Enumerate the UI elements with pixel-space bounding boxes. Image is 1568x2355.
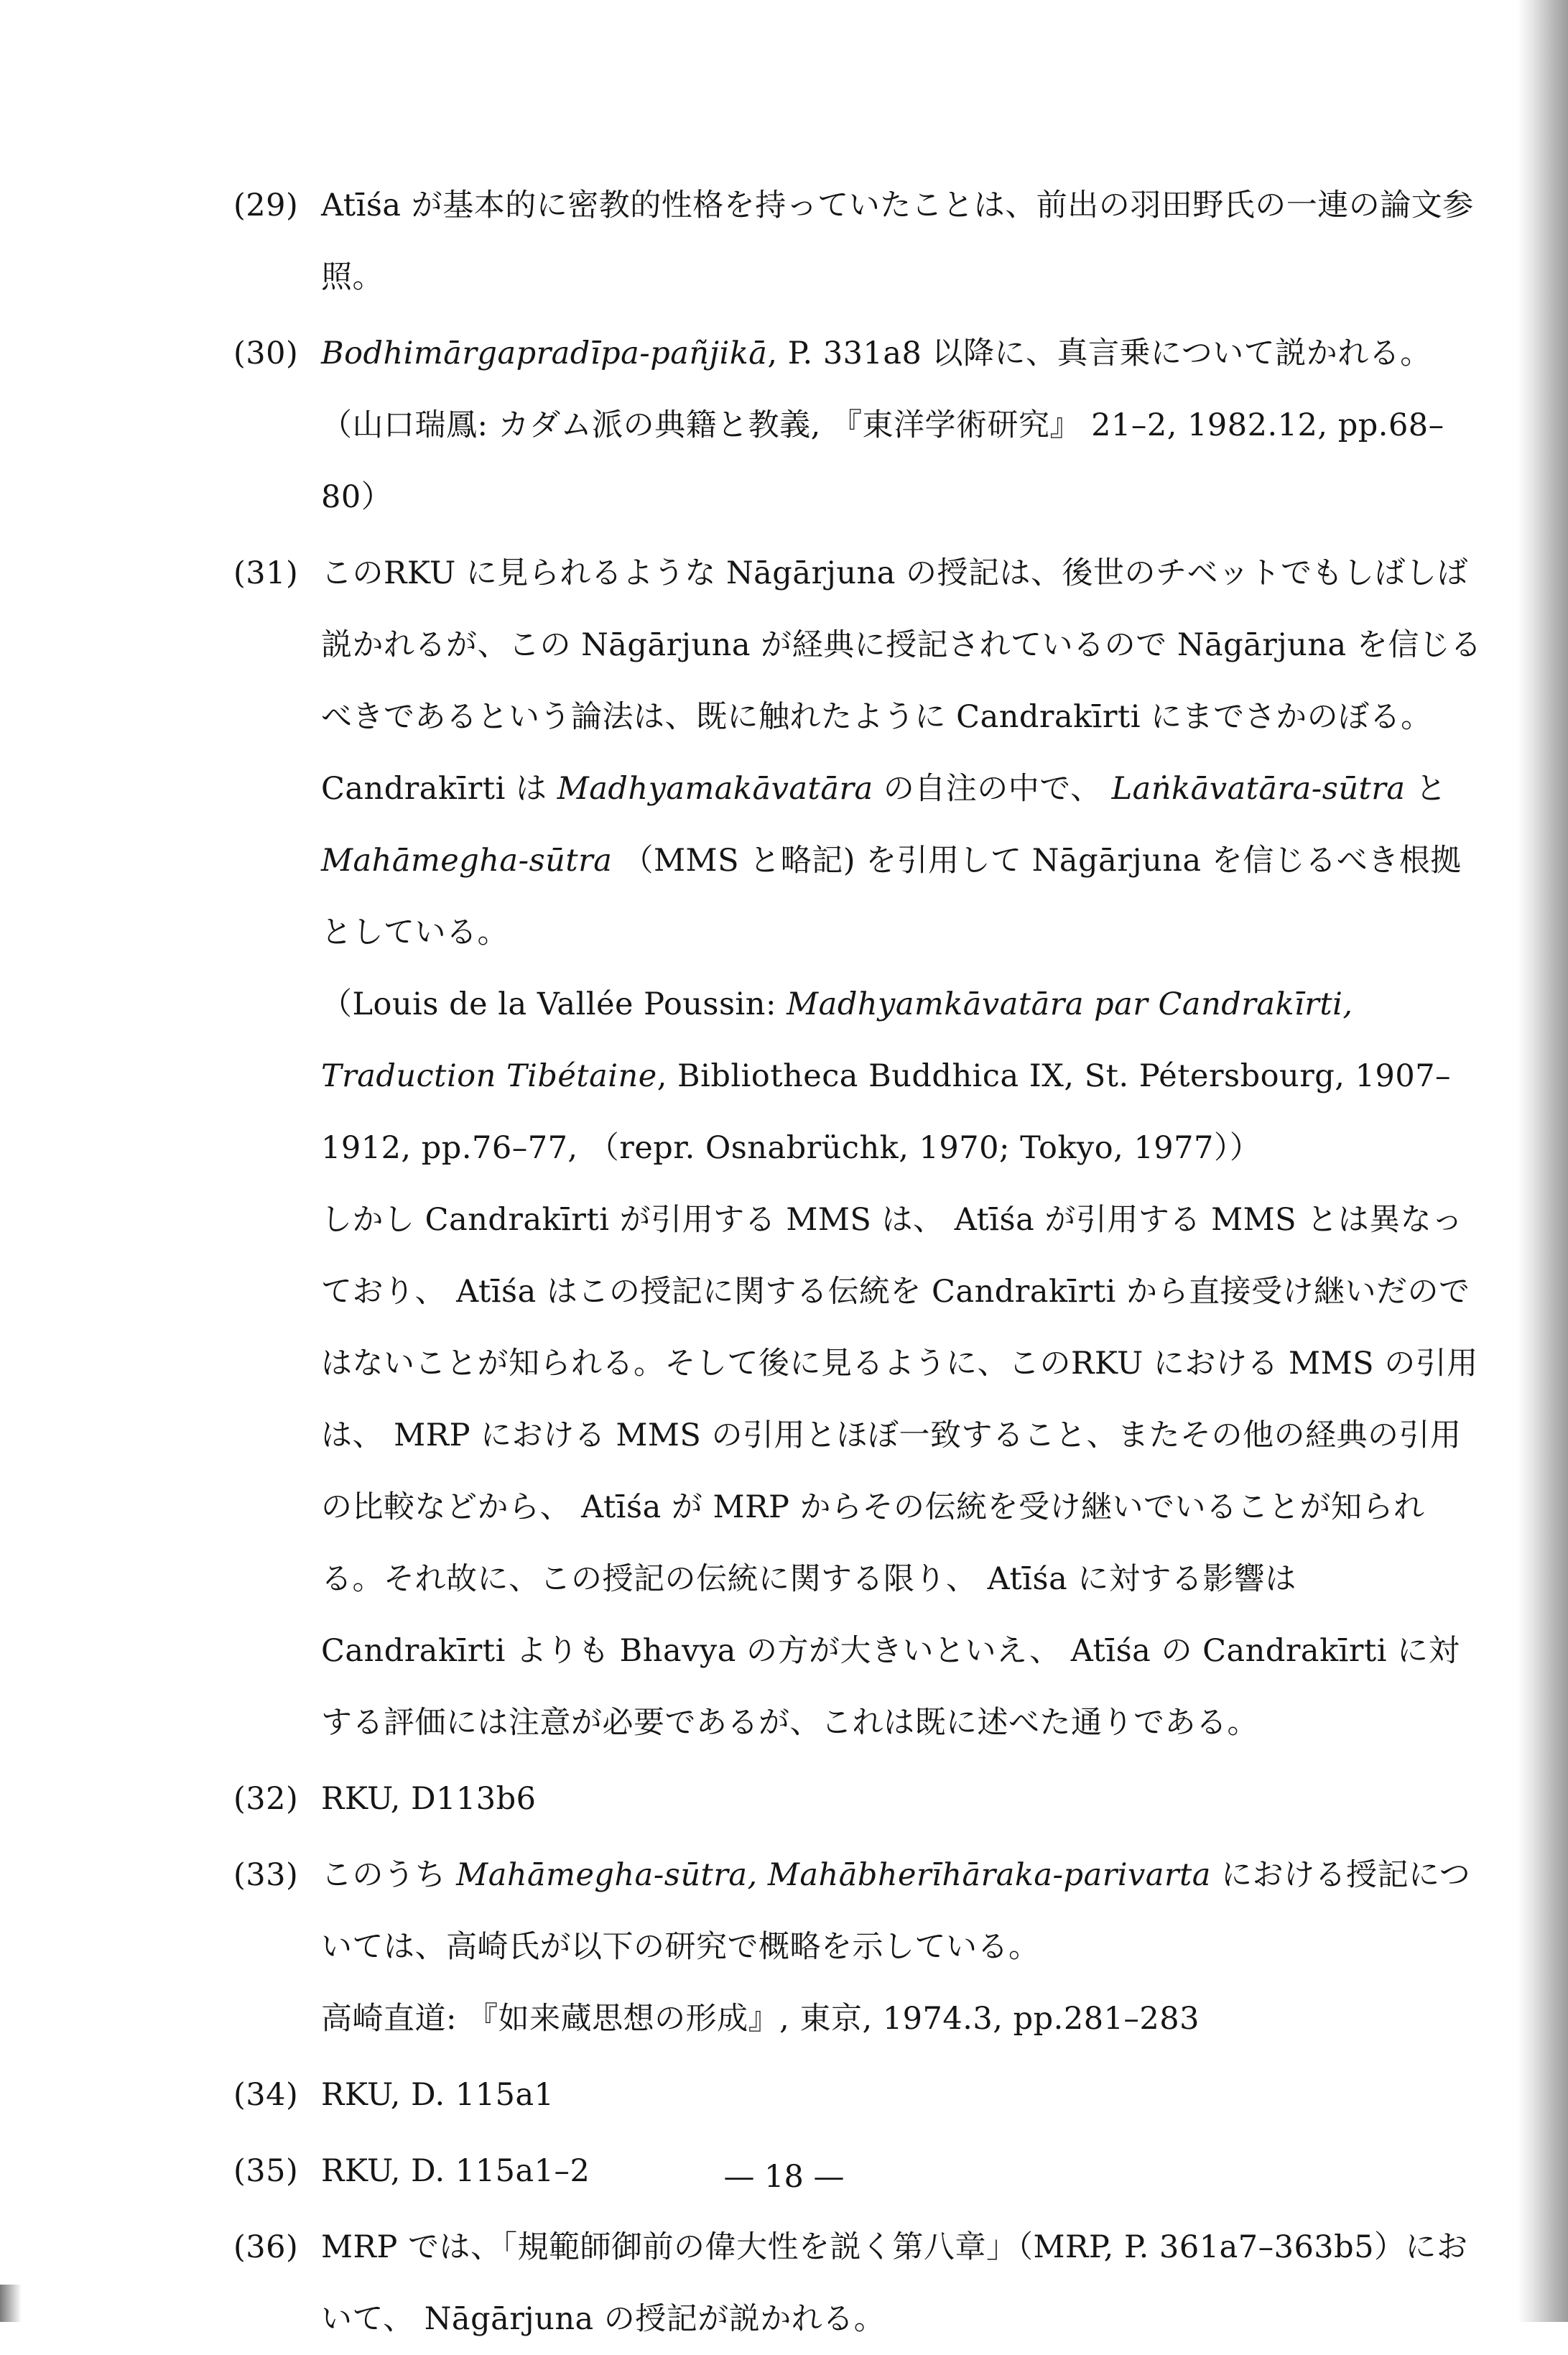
scan-shadow-edge — [1518, 0, 1568, 2322]
endnote-number: (36) — [233, 2229, 299, 2265]
endnote — [233, 537, 1483, 1759]
endnote — [233, 170, 1483, 313]
endnote-text — [321, 2229, 1468, 2337]
text-run: （Louis de la Vallée Poussin: — [321, 986, 787, 1022]
text-run: 高崎直道: 『如来蔵思想の形成』, 東京, 1974.3, pp.281–283 — [321, 2001, 1200, 2037]
text-run: MRP では、「規範師御前の偉大性を説く第八章」（MRP, P. 361a7–363b5）において、 Nāgārjuna の授記が説かれる。 — [321, 2229, 1468, 2337]
endnote-number: (35) — [233, 2153, 299, 2189]
endnotes-list — [233, 170, 1483, 2355]
text-run: （山口瑞鳳: カダム派の典籍と教義, 『東洋学術研究』 21–2, 1982.12, pp.68–80） — [321, 407, 1444, 515]
italic-title: Laṅkāvatāra-sūtra — [1111, 771, 1406, 807]
text-run: Atīśa が基本的に密教的性格を持っていたことは、前出の羽田野氏の一連の論文参照。 — [321, 188, 1474, 295]
italic-title: Madhyamkāvatāra par Candrakīrti, Traduction Tibétaine — [321, 986, 1353, 1094]
italic-title: Mahāmegha-sūtra, Mahābherīhāraka-parivarta — [456, 1857, 1211, 1893]
text-run: の自注の中で、 — [873, 771, 1112, 807]
endnote — [233, 1763, 1483, 1835]
scan-shadow-corner — [0, 2285, 22, 2322]
endnote-number: (33) — [233, 1857, 299, 1893]
endnote — [233, 2059, 1483, 2131]
text-run: , P. 331a8 以降に、真言乗について説かれる。 — [767, 336, 1432, 371]
endnote-number: (34) — [233, 2077, 299, 2113]
text-run: しかし Candrakīrti が引用する MMS は、 Atīśa が引用する MMS とは異なっており、 Atīśa はこの授記に関する伝統を Candrakīrti から直接受け継いだのではないことが知られる。そして後に見るように、このRKU における MMS の引用は、 MRP における MMS の引用とほぼ一致すること、またその他の経典の引用の比較などから、 Atīśa が MRP からその伝統を受け継いでいることが知られる。それ故に、この授記の伝統に関する限り、 Atīśa に対する影響は Candrakīrti よりも Bhavya の方が大きいといえ、 Atīśa の Candrakīrti に対する評価には注意が必要であるが、これは既に述べた通りである。 — [321, 1202, 1478, 1741]
endnote-number: (30) — [233, 336, 299, 371]
endnote-number: (31) — [233, 555, 299, 591]
endnote — [233, 2211, 1483, 2355]
italic-title: Madhyamakāvatāra — [557, 771, 873, 807]
italic-title: Mahāmegha-sūtra — [321, 843, 613, 879]
endnote-text — [321, 2077, 554, 2113]
endnote — [233, 1839, 1483, 2055]
text-run: と — [1405, 771, 1447, 807]
endnote-text — [321, 555, 1482, 1741]
text-run: , Bibliotheca Buddhica IX, St. Pétersbourg, 1907–1912, pp.76–77, （repr. Osnabrüchk, 1970; Tokyo, 1977）） — [321, 1058, 1452, 1166]
endnote-text — [321, 1857, 1470, 2037]
endnote-number: (32) — [233, 1781, 299, 1817]
italic-title: Bodhimārgapradīpa-pañjikā — [321, 336, 768, 371]
text-run: このうち — [321, 1857, 457, 1893]
text-run: RKU, D113b6 — [321, 1781, 537, 1817]
endnote-number: (29) — [233, 188, 299, 223]
text-run: RKU, D. 115a1 — [321, 2077, 555, 2113]
endnote-text — [321, 188, 1474, 295]
text-run: における授記については、高崎氏が以下の研究で概略を示している。 — [321, 1857, 1471, 1965]
endnote-text — [321, 336, 1444, 515]
page-number: — 18 — — [723, 2159, 845, 2195]
text-run: RKU, D. 115a1–2 — [321, 2153, 590, 2189]
endnote — [233, 318, 1483, 533]
endnote-text — [321, 1781, 537, 1817]
text-run: このRKU に見られるような Nāgārjuna の授記は、後世のチベットでもしばしば説かれるが、この Nāgārjuna が経典に授記されているので Nāgārjuna を信じるべきであるという論法は、既に触れたように Candrakīrti にまでさかのぼる。 Candrakīrti は — [321, 555, 1482, 807]
text-run: （MMS と略記) を引用して Nāgārjuna を信じるべき根拠としている。 — [321, 843, 1462, 950]
